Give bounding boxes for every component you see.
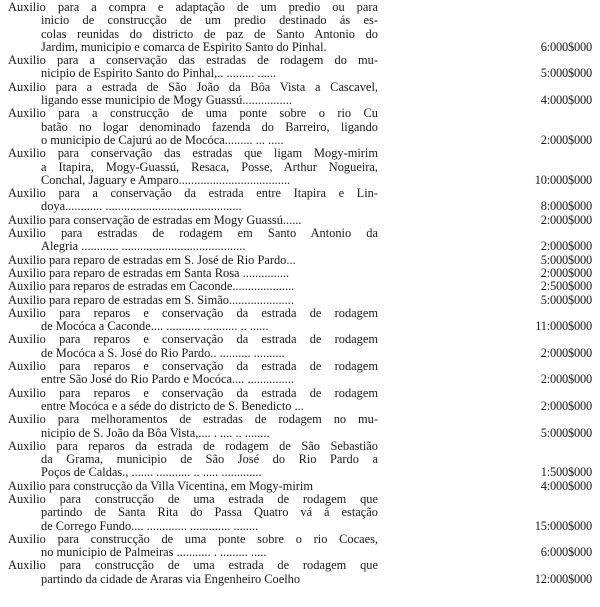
entry-description-text: Poços de Caldas., ....... ........... .. ..... ............. — [41, 466, 262, 480]
entry-description-text: Auxilio para reparos da estrada de rodagem de São Sebastião — [8, 439, 378, 453]
appropriation-entry — [8, 147, 596, 187]
entry-line — [8, 440, 596, 453]
entry-description-text: a Itapira, Mogy-Guassú, Resaca, Posse, Arthur Nogueira, — [41, 160, 378, 174]
entry-description-text: batão no logar denominado fazenda do Barreiro, ligando — [41, 120, 378, 134]
entry-description-text: Auxilio para reparo de estradas em Santa Rosa ............... — [8, 266, 290, 280]
entry-line — [8, 294, 596, 307]
entry-line — [8, 427, 596, 440]
entry-description-text: Alegria ............ ........................................ — [41, 240, 246, 254]
entry-description-text: doya............ ............................................ — [41, 200, 242, 214]
entry-description-text: da Grama, municipio de São José do Rio Pardo a — [41, 453, 378, 467]
entry-description-text: Jardim, municipio e comarca de Espirito Santo do Pinhal. — [41, 40, 327, 54]
appropriation-entry — [8, 559, 596, 586]
entry-amount: 6:000$000 — [540, 39, 592, 54]
entry-line — [8, 373, 596, 386]
entry-line — [8, 453, 596, 466]
entry-amount: 5:000$000 — [540, 425, 592, 440]
appropriation-entry — [8, 214, 596, 227]
entry-line — [8, 94, 596, 107]
entry-line — [8, 147, 596, 160]
entry-description-text: Conchal, Jaguary e Amparo.................................... — [41, 173, 291, 187]
entry-description-text: Auxilio para a conservação da estrada entre Itapira e Lin- — [8, 187, 378, 201]
entry-description-text: colas reunidas do districto de paz de Santo Antonio do — [41, 27, 378, 41]
entry-description-text: Auxilio para a construcção de uma ponte sobre o rio Cu — [8, 107, 378, 121]
entry-description-text: nicipio de Espirito Santo do Pinhal,.. ......... ...... — [41, 67, 277, 81]
appropriation-entry — [8, 227, 596, 254]
entry-description-text: Auxilio para conservação de estradas em Mogy Guassú...... — [8, 213, 302, 227]
entry-amount: 8:000$000 — [540, 199, 592, 214]
entry-description-text: o municipio de Cajurú ao de Mocóca......... ... ..... — [41, 133, 284, 147]
entry-description-text: inicio de construcção de um predio destinado ás es- — [41, 14, 378, 28]
entry-line — [8, 134, 596, 147]
entry-line — [8, 280, 596, 293]
entry-line — [8, 347, 596, 360]
entry-line — [8, 493, 596, 506]
entry-line — [8, 28, 596, 41]
entry-description-text: Auxilio para estradas de rodagem em Santo Antonio da — [8, 227, 378, 241]
entry-line — [8, 254, 596, 267]
appropriation-entry — [8, 493, 596, 533]
appropriation-entry — [8, 107, 596, 147]
entry-description-text: Auxilio para reparos e conservação da estrada de rodagem — [8, 333, 378, 347]
entry-description-text: Auxilio para construcção de uma ponte sobre o rio Cocaes, — [8, 532, 378, 546]
entry-line — [8, 227, 596, 240]
entry-description-text: de Mocóca a S. José do Rio Pardo.. .......... .......... — [41, 346, 285, 360]
entry-line — [8, 14, 596, 27]
entry-amount: 15:000$000 — [534, 518, 592, 533]
entry-description-text: Auxilio para reparos e conservação da estrada de rodagem — [8, 306, 378, 320]
entry-line — [8, 214, 596, 227]
entry-amount: 2:000$000 — [540, 212, 592, 227]
entry-line — [8, 41, 596, 54]
entry-amount: 5:000$000 — [540, 252, 592, 267]
entry-amount: 2:000$000 — [540, 372, 592, 387]
appropriation-entry — [8, 187, 596, 214]
entry-description-text: Auxilio para a estrada de São João da Bôa Vista a Cascavel, — [8, 80, 378, 94]
entry-description-text: Auxilio para construcção da Villa Vicentina, em Mogy-mirim — [8, 479, 313, 493]
entry-amount: 4:000$000 — [540, 93, 592, 108]
entry-line — [8, 121, 596, 134]
entry-amount: 2:000$000 — [540, 398, 592, 413]
entry-description-text: Auxilio para reparo de estradas em S. José de Rio Pardo... — [8, 253, 296, 267]
entry-line — [8, 333, 596, 346]
appropriation-entry — [8, 307, 596, 334]
entry-amount: 2:000$000 — [540, 265, 592, 280]
entry-description-text: partindo da cidade de Araras via Engenheiro Coelho — [41, 572, 301, 586]
entry-line — [8, 546, 596, 559]
entry-description-text: no municipio de Palmeiras ........... . ......... ..... — [41, 546, 267, 560]
entry-line — [8, 400, 596, 413]
entry-description-text: partindo de Santa Rita do Passa Quatro vá á estação — [41, 506, 378, 520]
entry-amount: 10:000$000 — [534, 172, 592, 187]
entry-description-text: de Mocóca a Caconde.... ........... ........... .. ...... — [41, 320, 269, 334]
entry-description-text: entre Mocóca e a séde do districto de S. Benedicto ... — [41, 399, 304, 413]
entry-description-text: Auxilio para conservação das estradas que ligam Mogy-mirim — [8, 147, 378, 161]
entry-line — [8, 387, 596, 400]
appropriation-entry — [8, 280, 596, 293]
entry-amount: 12:000$000 — [534, 571, 592, 586]
entry-line — [8, 466, 596, 479]
entry-amount: 4:000$000 — [540, 478, 592, 493]
entry-description-text: nicipio de S. João da Bôa Vista,.... . .... .. ........ — [41, 426, 270, 440]
entry-line — [8, 240, 596, 253]
appropriation-entry — [8, 81, 596, 108]
entry-line — [8, 573, 596, 586]
entry-line — [8, 506, 596, 519]
entry-line — [8, 161, 596, 174]
entry-description-text: Auxilio para reparos e conservação da estrada de rodagem — [8, 386, 378, 400]
entry-amount: 5:000$000 — [540, 292, 592, 307]
appropriation-entry — [8, 333, 596, 360]
entry-amount: 2:000$000 — [540, 345, 592, 360]
entry-amount: 5:000$000 — [540, 66, 592, 81]
entry-line — [8, 559, 596, 572]
appropriation-entry — [8, 54, 596, 81]
entry-line — [8, 307, 596, 320]
entry-amount: 6:000$000 — [540, 545, 592, 560]
entry-description-text: Auxilio para reparos e conservação da estrada de rodagem — [8, 360, 378, 374]
entry-amount: 11:000$000 — [535, 319, 592, 334]
entry-line — [8, 413, 596, 426]
entry-description-text: Auxilio para reparo de estradas em S. Simão..................... — [8, 293, 294, 307]
appropriation-entry — [8, 360, 596, 387]
entry-amount: 1:500$000 — [540, 465, 592, 480]
entry-line — [8, 360, 596, 373]
appropriation-entry — [8, 387, 596, 414]
entry-description-text: Auxilio para melhoramentos de estradas de rodagem no mu- — [8, 413, 378, 427]
budget-appropriations-list — [8, 1, 596, 586]
appropriation-entry — [8, 294, 596, 307]
entry-amount: 2:000$000 — [540, 239, 592, 254]
entry-amount: 2:000$000 — [540, 132, 592, 147]
entry-line — [8, 54, 596, 67]
entry-line — [8, 267, 596, 280]
entry-description-text: Auxilio para construcção de uma estrada de rodagem que — [8, 492, 378, 506]
appropriation-entry — [8, 440, 596, 480]
appropriation-entry — [8, 254, 596, 267]
appropriation-entry — [8, 533, 596, 560]
appropriation-entry — [8, 1, 596, 54]
entry-line — [8, 187, 596, 200]
entry-line — [8, 174, 596, 187]
entry-line — [8, 520, 596, 533]
appropriation-entry — [8, 413, 596, 440]
entry-line — [8, 320, 596, 333]
entry-description-text: Auxilio para construcção de uma estrada de rodagem que — [8, 559, 378, 573]
entry-line — [8, 200, 596, 213]
entry-line — [8, 107, 596, 120]
entry-description-text: Auxilio para reparos de estradas em Caconde.................... — [8, 280, 295, 294]
entry-description-text: Auxilio para a conservação das estradas de rodagem do mu- — [8, 54, 378, 68]
entry-line — [8, 67, 596, 80]
appropriation-entry — [8, 480, 596, 493]
appropriation-entry — [8, 267, 596, 280]
entry-description-text: Auxilio para a compra e adaptação de um predio ou para — [8, 1, 378, 14]
entry-line — [8, 1, 596, 14]
entry-description-text: ligando esse municipio de Mogy Guassú................ — [41, 94, 292, 108]
entry-line — [8, 480, 596, 493]
entry-description-text: entre São José do Rio Pardo e Mocóca.... ............... — [41, 373, 294, 387]
entry-description-text: de Corrego Fundo.... ............. ............. ........ — [41, 519, 259, 533]
entry-line — [8, 533, 596, 546]
entry-line — [8, 81, 596, 94]
entry-amount: 2:500$000 — [540, 279, 592, 294]
